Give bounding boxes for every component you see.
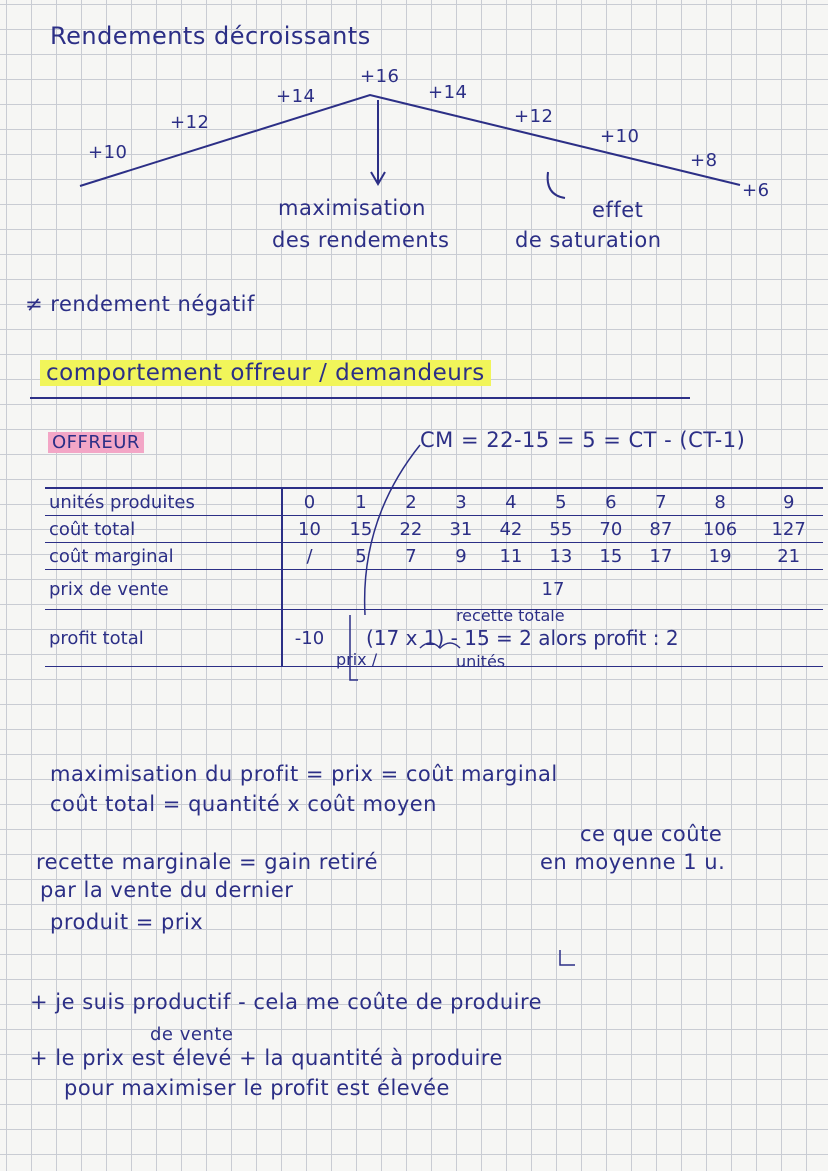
table-row: prix de vente 17 [45,570,823,610]
cost-table [45,487,823,671]
note: pour maximiser le profit est élevée [64,1076,450,1100]
increment: +12 [514,106,554,127]
marginal-cost-formula: CM = 22-15 = 5 = CT - (CT-1) [420,428,746,452]
table-row: coût total 10 15 22 31 42 55 70 87 106 127 [45,516,823,543]
increment: +6 [742,180,770,201]
note: par la vente du dernier [40,878,294,902]
sale-price: 17 [541,579,565,600]
table-row: coût marginal / 5 7 9 11 13 15 17 19 21 [45,543,823,570]
prix-note: prix / [335,650,378,669]
section-title: comportement offreur / demandeurs [40,360,491,386]
note: maximisation du profit = prix = coût marginal [50,762,558,786]
increment: +10 [600,126,640,147]
max-note: des rendements [272,228,450,252]
page-title: Rendements décroissants [50,22,371,50]
effect-note: de saturation [515,228,662,252]
unites-note: unités [455,652,506,671]
increment: +12 [170,112,210,133]
offreur-label: OFFREUR [48,432,144,453]
note: de vente [150,1024,234,1045]
profit-calc: (17 x 1) - 15 = 2 alors profit : 2 [365,626,679,650]
increment: +16 [360,66,400,87]
table-row: profit total -10 recette totale (17 x 1) - 15 = 2 alors profit : 2 prix / unités [45,610,823,667]
effect-note: effet [592,198,644,222]
increment: +8 [690,150,718,171]
note: coût total = quantité x coût moyen [50,792,437,816]
increment: +14 [276,86,316,107]
max-note: maximisation [278,196,426,220]
note: + je suis productif - cela me coûte de produire [30,990,543,1014]
note: produit = prix [50,910,204,934]
negative-note: ≠ rendement négatif [25,292,255,316]
note: en moyenne 1 u. [540,850,726,874]
table-row: unités produites 0 1 2 3 4 5 6 7 8 9 [45,488,823,516]
note: ce que coûte [580,822,723,846]
increment: +10 [88,142,128,163]
recette-note: recette totale [455,606,565,625]
note: recette marginale = gain retiré [36,850,379,874]
note: + le prix est élevé + la quantité à produire [30,1046,503,1070]
increment: +14 [428,82,468,103]
